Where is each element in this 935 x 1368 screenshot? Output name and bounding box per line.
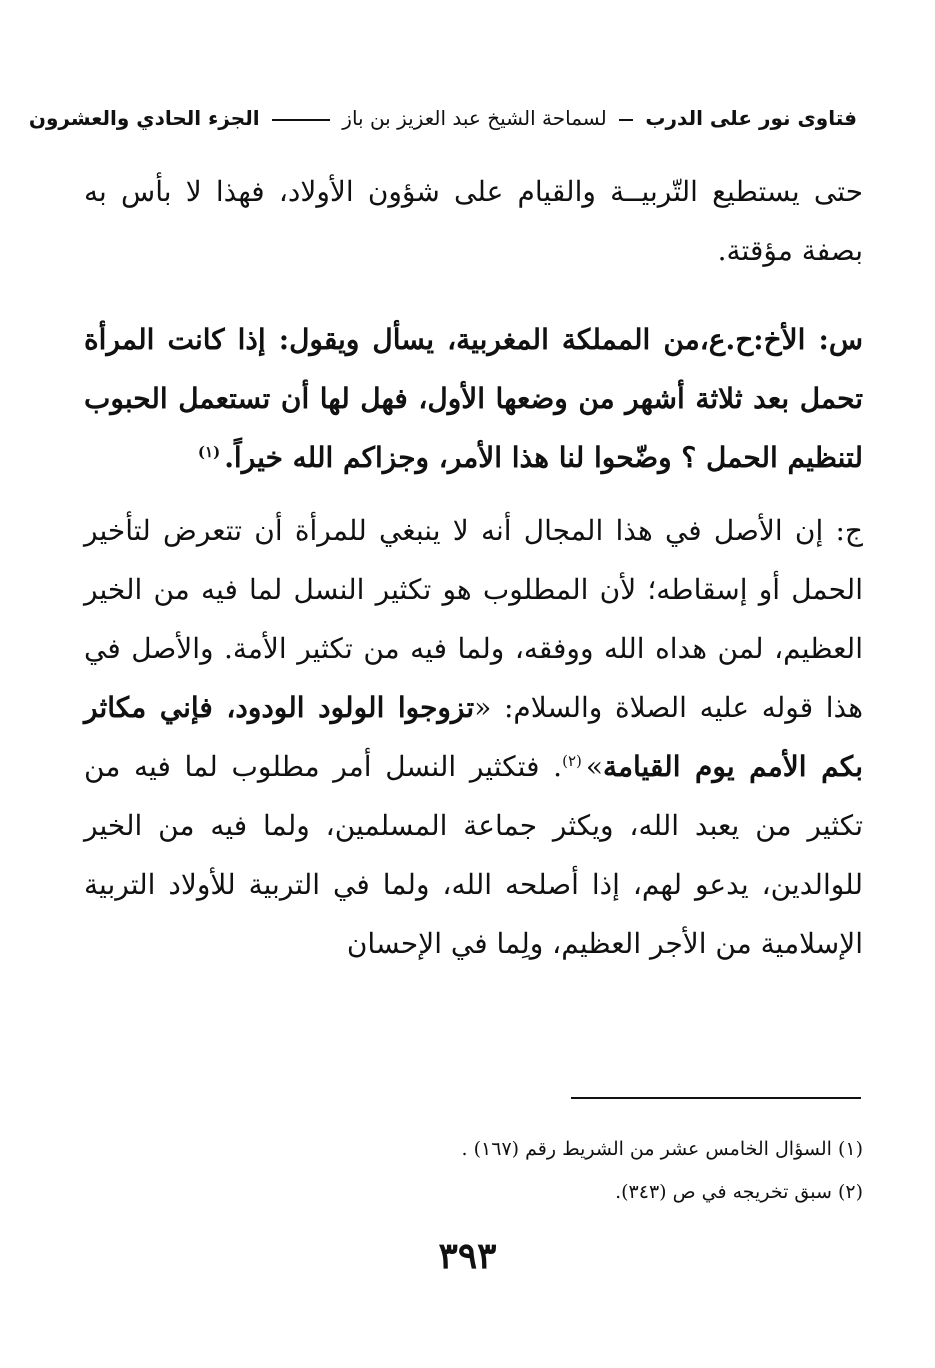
running-header: [28, 98, 857, 138]
answer-text-2: . فتكثير النسل أمر مطلوب لما فيه من تكثير من يعبد الله، ويكثر جماعة المسلمين، ولما فيه من الخير للوالدين، يدعو لهم، إذا أصلحه الله، ولما في التربية للأولاد التربية الإسلامية من الأجر العظيم، ولِما في الإحسان: [84, 750, 863, 960]
question-paragraph: [84, 310, 863, 487]
answer-text-1: ج: إن الأصل في هذا المجال أنه لا ينبغي للمرأة أن تتعرض لتأخير الحمل أو إسقاطه؛ لأن المطلوب هو تكثير النسل لما فيه من الخير العظيم، لمن هداه الله ووفقه، ولما فيه من تكثير الأمة. والأصل في هذا قوله عليه الصلاة والسلام: «: [84, 514, 863, 724]
main-text: [84, 162, 863, 973]
hadith-quote: تزوجوا الولود الودود، فإني مكاثر بكم الأمم يوم القيامة: [84, 691, 863, 783]
footnote-2: (٢) سبق تخريجه في ص (٣٤٣).: [615, 1181, 863, 1203]
answer-paragraph: [84, 501, 863, 973]
footnote-1: (١) السؤال الخامس عشر من الشريط رقم (١٦٧) .: [461, 1138, 863, 1160]
question-text: س: الأخ:ح.ع،من المملكة المغربية، يسأل ويقول: إذا كانت المرأة تحمل بعد ثلاثة أشهر من وضعها الأول، فهل لها أن تستعمل الحبوب لتنظيم الحمل ؟ وضّحوا لنا هذا الأمر، وجزاكم الله خيراً.: [84, 323, 863, 474]
book-title: فتاوى نور على الدرب: [645, 106, 857, 130]
header-dash: [619, 119, 633, 121]
author-name: لسماحة الشيخ عبد العزيز بن باز: [342, 106, 607, 130]
footnote-divider: [571, 1097, 861, 1099]
page-number: ٣٩٣: [438, 1235, 497, 1277]
footnote-ref-2[interactable]: (٢): [562, 751, 582, 770]
quote-close: »: [585, 750, 604, 783]
footnote-ref-1[interactable]: (١): [197, 442, 221, 461]
header-dash: [272, 119, 330, 121]
volume-label: الجزء الحادي والعشرون: [28, 106, 260, 130]
intro-paragraph: حتى يستطيع التّربيــة والقيام على شؤون الأولاد، فهذا لا بأس به بصفة مؤقتة.: [84, 175, 863, 267]
footnotes: [84, 1128, 863, 1214]
